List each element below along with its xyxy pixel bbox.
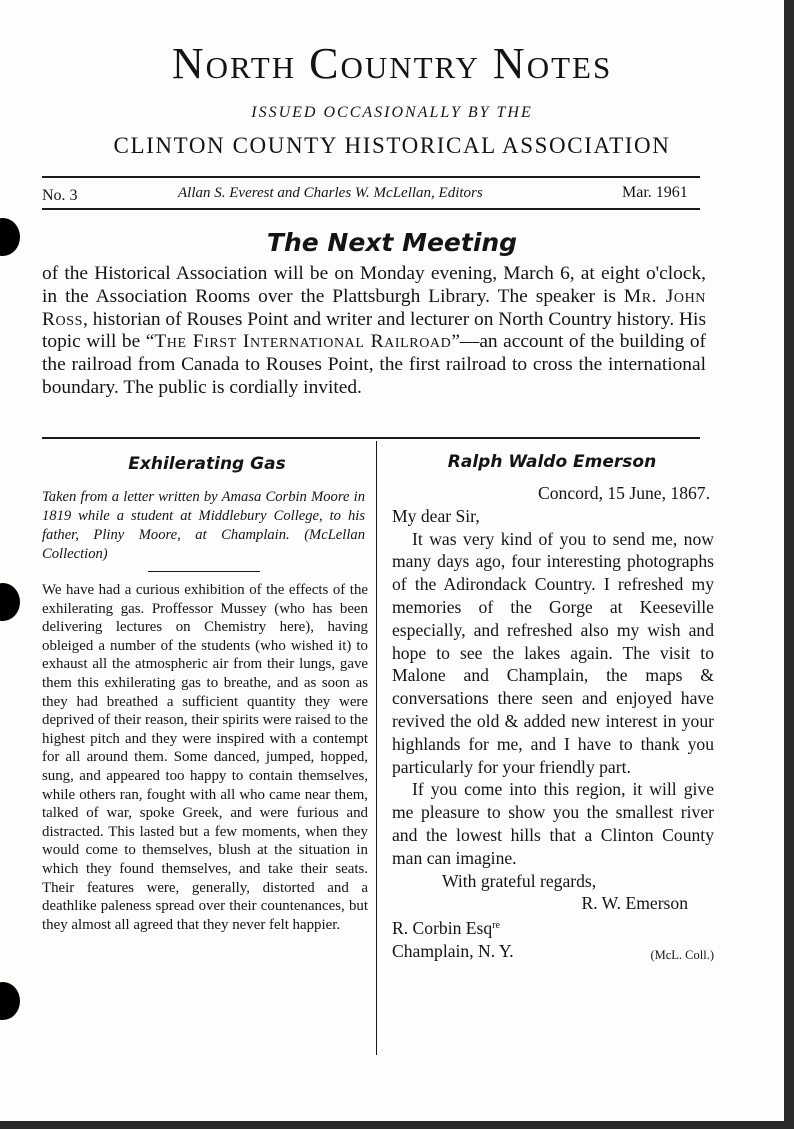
recipient-name: R. Corbin Esq <box>392 918 493 939</box>
header-rule <box>42 208 700 210</box>
letter-dateline: Concord, 15 June, 1867. <box>537 483 710 503</box>
binder-hole <box>0 583 20 621</box>
gas-article-body: We have had a curious exhibition of the effects of the exhilerating gas. Proffessor Mussey (who has been delivering lectures on Chemistry here), having obleiged a number of the students (who wished it) to exhaust all the atmospheric air from their lungs, gave them this exhilerating gas to breathe, and as soon as they had breathed a sufficient quantity they were deprived of their reason, their spirits were raised to the highest pitch and they were inspired with a contempt for all around them. Some danced, jumped, hopped, sung, and appeared too happy to contain themselves, while others ran, fought with all who came near them, talked of war, spoke Greek, and were furious and distracted. This lasted but a few moments, when they would come to themselves, blush at the situation in which they found themselves, and take their seats. Their features were, generally, distorted and a deathlike paleness spread over their countenances, but they almost all agreed that they never felt happier. <box>42 582 368 933</box>
column-divider <box>376 441 377 1055</box>
section-rule <box>42 437 700 439</box>
letter-signature: R. W. Emerson <box>581 893 688 914</box>
letter-recipient <box>392 917 714 940</box>
association-name: CLINTON COUNTY HISTORICAL ASSOCIATION <box>113 133 671 158</box>
letter-closing: With grateful regards, <box>442 870 597 891</box>
issued-line: ISSUED OCCASIONALLY BY THE <box>251 104 533 121</box>
masthead-title: North Country Notes <box>171 39 613 88</box>
header-rule <box>42 176 700 178</box>
issue-number: No. 3 <box>42 187 78 204</box>
gas-article-title: Exhilerating Gas <box>128 454 286 474</box>
meeting-text: ”—an account of the building of the railroad from Canada to Rouses Point, the first railroad to cross the international boundary. The public is cordially invited. <box>42 331 707 398</box>
emerson-letter <box>392 482 714 967</box>
letter-salutation: My dear Sir, <box>392 505 480 526</box>
issue-date: Mar. 1961 <box>622 184 688 201</box>
letter-paragraph: It was very kind of you to send me, now many days ago, four interesting photographs of the Adirondack Country. I refreshed my memories of the Gorge at Keeseville especially, and refreshed also my wish and hope to see the lakes again. The visit to Malone and Champlain, the maps & conversations there seen and enjoyed have revived the old & added new interest in your highlands for me, and I have to thank you particularly for your friendly part. <box>392 528 714 777</box>
speaker-name: Mr. John Ross <box>42 285 706 330</box>
meeting-announcement <box>42 263 706 400</box>
gas-article-intro: Taken from a letter written by Amasa Corbin Moore in 1819 while a student at Middlebury College, to his father, Pliny Moore, at Champlain. (McLellan Collection) <box>42 489 365 562</box>
recipient-suffix: re <box>492 920 500 932</box>
meeting-heading: The Next Meeting <box>266 228 518 257</box>
source-note: (McL. Coll.) <box>650 947 714 962</box>
meeting-text: of the Historical Association will be on Monday evening, March 6, at eight o'clock, in the Association Rooms over the Plattsburgh Library. The speaker is <box>42 263 706 307</box>
talk-topic: The First International Railroad <box>154 331 452 353</box>
letter-recipient-place-line <box>392 940 714 963</box>
emerson-letter-title: Ralph Waldo Emerson <box>447 452 657 472</box>
recipient-place: Champlain, N. Y. <box>392 940 514 961</box>
meeting-text: , historian of Rouses Point and writer and lecturer on North Country history. His topic will be “ <box>42 308 706 353</box>
binder-hole <box>0 982 20 1020</box>
letter-paragraph: If you come into this region, it will give me pleasure to show you the smallest river and the lowest hills that a Clinton County man can imagine. <box>392 779 714 868</box>
editors-line: Allan S. Everest and Charles W. McLellan, Editors <box>178 185 483 201</box>
intro-rule <box>148 571 260 572</box>
